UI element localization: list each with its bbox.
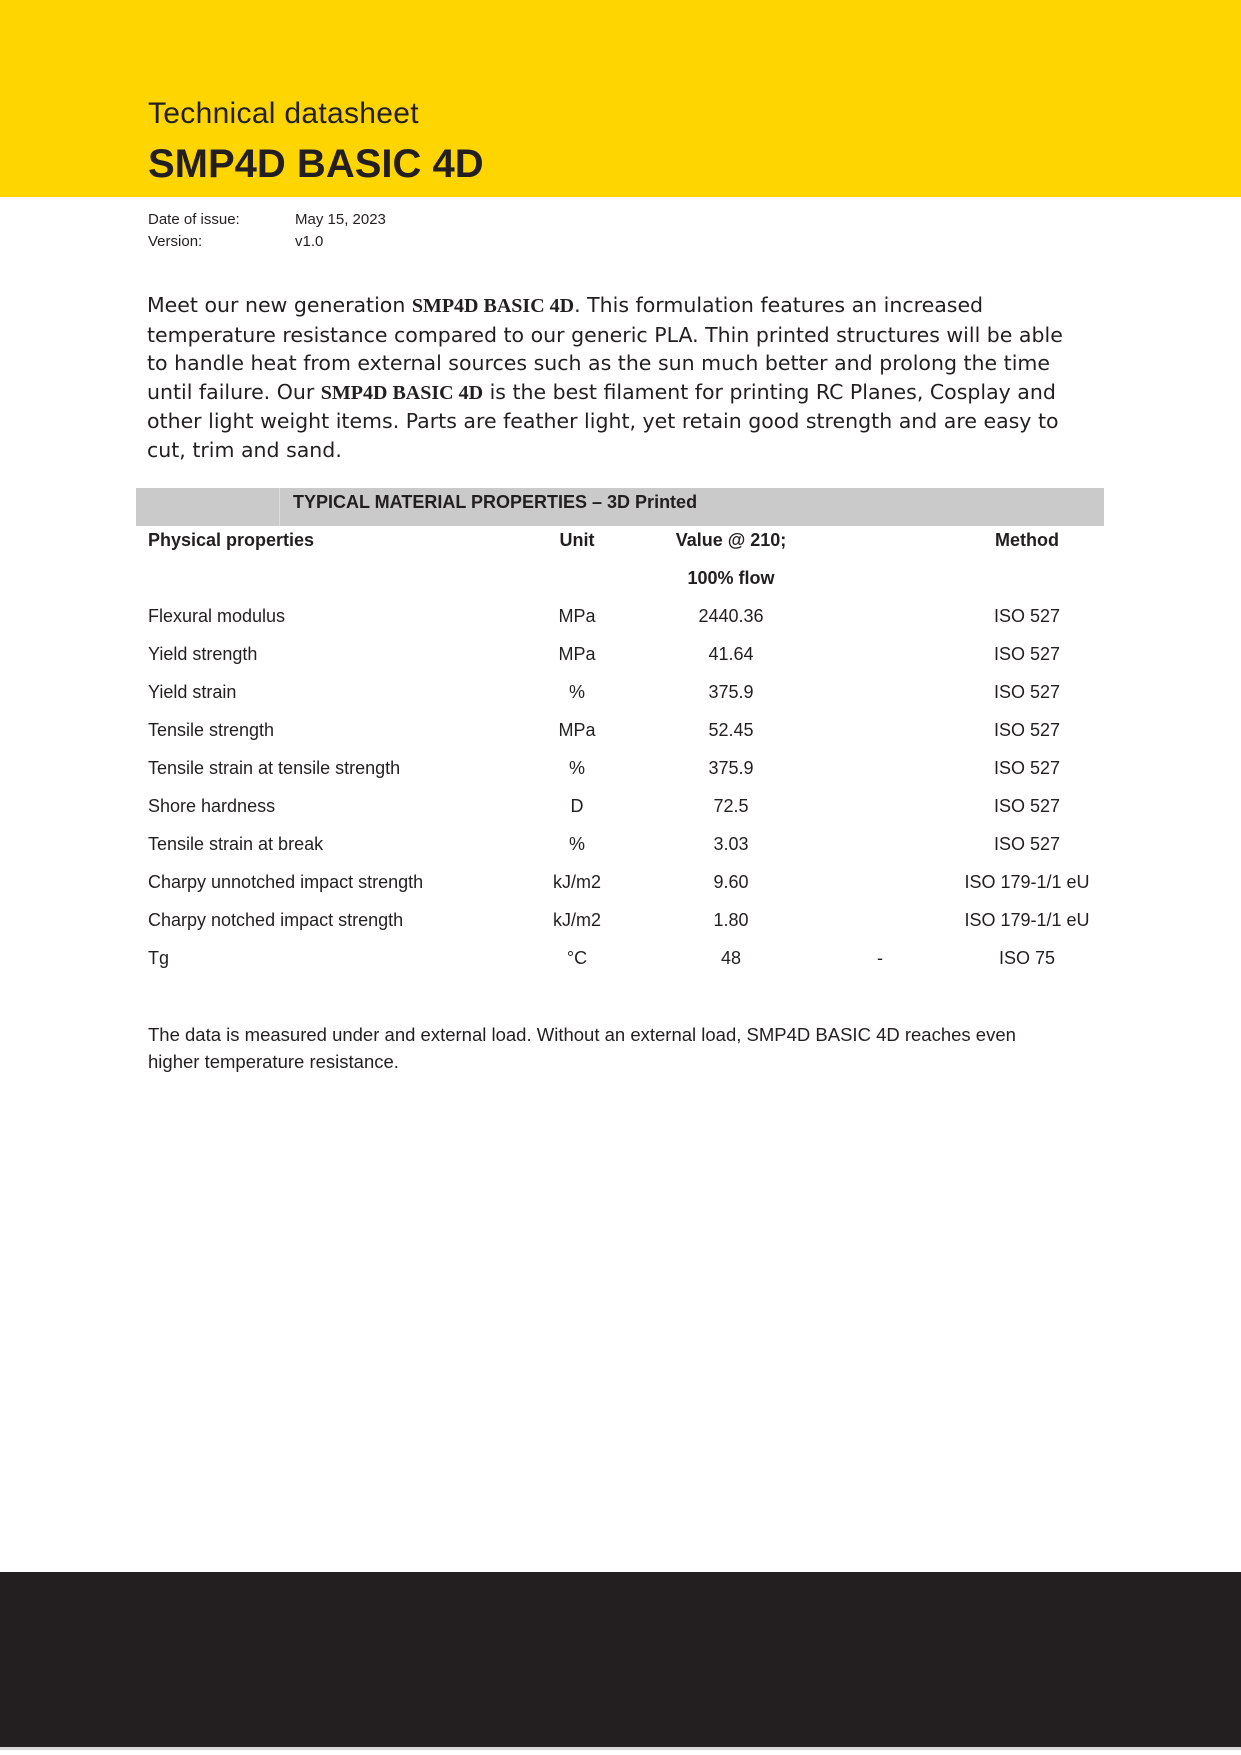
col-header-unit: Unit <box>559 530 595 550</box>
method-cell: ISO 527 <box>993 720 1061 740</box>
table-row <box>0 863 1241 901</box>
table-row <box>0 597 1241 635</box>
unit-cell: MPa <box>558 720 596 740</box>
table-row <box>0 901 1241 939</box>
method-cell: ISO 527 <box>993 758 1061 778</box>
property-cell: Tg <box>148 948 170 968</box>
property-cell: Tensile strain at break <box>148 834 324 854</box>
intro-brand-1: SMP4D BASIC 4D <box>411 295 575 317</box>
footnote: The data is measured under and external load. Without an external load, SMP4D BASIC 4D reaches even higher temperature resistance. <box>148 1024 1016 1072</box>
col-header-property: Physical properties <box>148 530 315 550</box>
table-row <box>0 825 1241 863</box>
col-header-value: Value @ 210; <box>675 530 787 550</box>
unit-cell: % <box>568 758 585 778</box>
value-cell: 1.80 <box>713 910 749 930</box>
version-value: v1.0 <box>295 233 324 250</box>
table-title: TYPICAL MATERIAL PROPERTIES – 3D Printed <box>293 492 698 512</box>
version-label: Version: <box>148 233 203 250</box>
table-row <box>0 711 1241 749</box>
table-row <box>0 939 1241 977</box>
value-cell: 375.9 <box>708 758 754 778</box>
value-cell: 375.9 <box>708 682 754 702</box>
extra-cell: - <box>877 948 883 968</box>
unit-cell: °C <box>566 948 588 968</box>
document-subtitle: Technical datasheet <box>148 97 419 130</box>
product-title: SMP4D BASIC 4D <box>148 142 484 186</box>
method-cell: ISO 527 <box>993 796 1061 816</box>
unit-cell: D <box>570 796 584 816</box>
value-cell: 72.5 <box>713 796 749 816</box>
property-cell: Yield strength <box>148 644 258 664</box>
table-row <box>0 673 1241 711</box>
unit-cell: kJ/m2 <box>552 910 601 930</box>
property-cell: Shore hardness <box>148 796 276 816</box>
value-cell: 2440.36 <box>698 606 764 626</box>
intro-text-2: . This formulation features an increased temperature resistance compared to our generic PLA. Thin printed structures will be able to handle heat from external sources such as the sun much better and prolong the time until failure. Our <box>147 293 1063 404</box>
footer-divider <box>0 1747 1241 1750</box>
intro-brand-2: SMP4D BASIC 4D <box>320 381 484 404</box>
value-cell: 9.60 <box>713 872 749 892</box>
issue-date-value: May 15, 2023 <box>295 211 386 228</box>
method-cell: ISO 179-1/1 eU <box>964 872 1090 892</box>
table-header-row <box>0 521 1241 559</box>
method-cell: ISO 527 <box>993 682 1061 702</box>
table-row <box>0 749 1241 787</box>
method-cell: ISO 527 <box>993 834 1061 854</box>
property-cell: Yield strain <box>148 682 237 702</box>
property-cell: Flexural modulus <box>148 606 286 626</box>
property-cell: Charpy notched impact strength <box>148 910 404 930</box>
col-header-value-line2: 100% flow <box>687 568 775 588</box>
unit-cell: MPa <box>558 644 596 664</box>
table-row <box>0 635 1241 673</box>
unit-cell: % <box>568 682 585 702</box>
property-cell: Tensile strain at tensile strength <box>148 758 401 778</box>
unit-cell: MPa <box>558 606 596 626</box>
table-row <box>0 787 1241 825</box>
value-cell: 3.03 <box>713 834 749 854</box>
issue-date-label: Date of issue: <box>148 211 240 228</box>
intro-text-1: Meet our new generation <box>147 293 412 317</box>
unit-cell: % <box>568 834 585 854</box>
table-header-row-2 <box>0 559 1241 597</box>
intro-text-3: is the best filament for printing RC Planes, Cosplay and other light weight items. Parts are feather light, yet retain good strength and are easy to cut, trim and sand. <box>147 379 1059 462</box>
intro-paragraph <box>147 291 1067 464</box>
method-cell: ISO 527 <box>993 644 1061 664</box>
method-cell: ISO 75 <box>998 948 1056 968</box>
value-cell: 52.45 <box>708 720 754 740</box>
footer-bar <box>0 1572 1241 1747</box>
col-header-method: Method <box>995 530 1059 550</box>
value-cell: 48 <box>720 948 742 968</box>
unit-cell: kJ/m2 <box>552 872 601 892</box>
method-cell: ISO 527 <box>993 606 1061 626</box>
method-cell: ISO 179-1/1 eU <box>964 910 1090 930</box>
value-cell: 41.64 <box>708 644 754 664</box>
property-cell: Charpy unnotched impact strength <box>148 872 424 892</box>
property-cell: Tensile strength <box>148 720 275 740</box>
